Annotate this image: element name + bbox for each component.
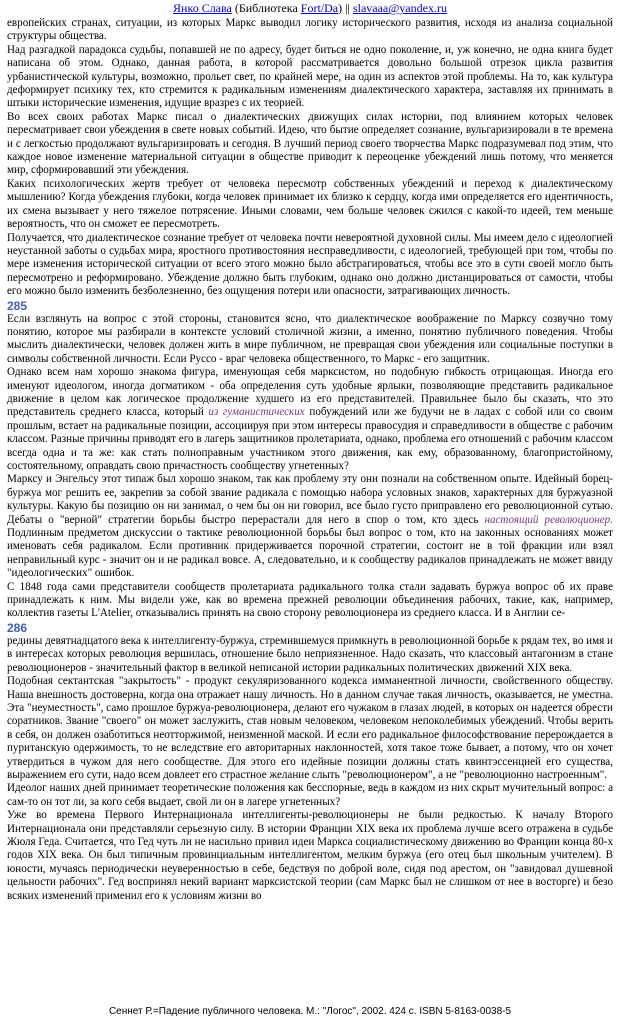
library-prefix: (Библиотека xyxy=(231,1,301,15)
paragraph-5: Получается, что диалектическое сознание требует от человека почти невероятной духовной силы. Мы имеем дело с идеологией неустанной заботы о судьбах мира, яростного противостояния несправедливости, с идеологией, требующей при том, чтобы по мере изменения исторической ситуации от всего этого можно было абстрагироваться, чтобы все это в сути своей могло быть пересмотрено и реформировано. Убеждение должно быть глубоким, однако оно должно дистанцироваться от самости, чтобы его можно было изменить безболезненно, без ощущения потери или опасности, затрагивающих личность. xyxy=(7,231,613,298)
page-footer: Сеннет Р.=Падение публичного человека. М.: "Логос", 2002. 424 с. ISBN 5-8163-0038-5 xyxy=(108,1006,512,1017)
paragraph-1: европейских странах, ситуации, из которых Маркс выводил логику исторического развития, исходя из анализа социальной структуры общества. xyxy=(7,17,613,43)
paragraph-marx-engels-start: Марксу и Энгельсу этот типаж был хорошо знаком, так как проблему эту они познали на собственном опыте. Идейный борец-буржуа мог решить ее, закрепив за собой звание радикала с помощью набора условных знаков, характерных для буржуазной культуры. Какую бы позицию он ни занимал, о чем бы он ни говорил, все было густо приправлено его революционной сутью. Дебаты о "верной" стратегии борьбы быстро перерастали для него в спор о том, кто здесь xyxy=(7,473,613,526)
paragraph-10: Уже во времена Первого Интернационала интеллигенты-революционеры не были редкостью. К началу Второго Интернационала они представляли серьезную силу. В истории Франции XIX века их проблема лучше всего отражена в судьбе Жюля Геда. Считается, что Гед чуть ли не насильно привил идеи Маркса социалистическому движению во Франции конца 80-х годов XIX века. Он был типичным провинциальным интеллигентом, мелким буржуа (его отец был школьным учителем). В юности, мучаясь периодически неуверенностью в себе, бедствуя по доброй воле, сидя под арестом, он "завидовал душевной цельности рабочих". Гед воспринял некий вариант марксистской теории (сам Маркс был не слишком от нее в восторге) и безо всяких изменений применил его к условиям жизни во xyxy=(7,809,613,902)
author-link[interactable]: Янко Слава xyxy=(173,1,232,15)
paragraph-marx-engels xyxy=(7,473,613,580)
paragraph-8: Подобная сектантская "закрытость" - продукт секуляризованного кодекса имманентной личности, свойственного обществу. Наша внешность достоверна, когда она отражает нашу личность. Но в данном случае такая личность, оказывается, не уместна. Эта "неуместность", само прошлое буржуа-революционера, делают его чужаком в глазах людей, в которых он надеется обрести соратников. Звание "своего" он может заслужить, став новым человеком, человеком непоколебимых убеждений. Чтобы верить в себя, он должен озаботиться неотторжимой, неизменной маской. И если его радикальное философствование перерождается в пуританскую одержимость, то не вследствие его авторитарных наклонностей, хотя такое тоже бывает, а потому, что он хочет утвердиться в чужом для него сообществе. Для этого его идейные позиции должны стать квинтэссенцией его существа, выражением его сути, надо всем довлеет его страстное желание слыть "революционером", а не "революционно настроенным". xyxy=(7,675,613,781)
paragraph-bourgeois-start: Однако всем нам хорошо знакома фигура, именующая себя марксистом, но подобную гибкость отрицающая. Иногда его именуют идеологом, иногда догматиком - оба определения суть удобные ярлыки, позволяющие представить радикальное движение в целом как логическое продолжение худшего из его представителей. Правильнее было бы сказать, что это представитель среднего класса, который xyxy=(7,366,613,419)
paragraph-4: Каких психологических жертв требует от человека пересмотр собственных убеждений и переход к диалектическому мышлению? Когда убеждения глубоки, когда человек принимает их близко к сердцу, когда ими определяется его идентичность, их смена вызывает у него тяжелое потрясение. Иными словами, чем больше человек сжился с какой-то идеей, тем меньше вероятность, что он сможет ее пересмотреть. xyxy=(7,177,613,231)
library-suffix: ) || xyxy=(338,1,353,15)
library-link[interactable]: Fort/Da xyxy=(300,1,339,15)
paragraph-1848: С 1848 года сами представители сообществ пролетариата радикального толка стали задавать буржуа вопрос об их праве принадлежать к ним. Мы видели уже, как во времена прежней революции объединения рабочих, такие, как, например, коллектив газеты L'Atelier, отказывались принять на свою сторону революционера из среднего класса. И в Англии се- xyxy=(7,580,613,620)
paragraph-6: Если взглянуть на вопрос с этой стороны, становится ясно, что диалектическое воображение по Марксу созвучно тому понятию, которое мы разбирали в контексте условий столичной жизни, а именно, понятию публичного поведения. Чтобы мыслить диалектически, человек должен жить в мире публичном, не превращая свои убеждения или социальные поступки в символы собственной личности. Если Руссо - враг человека общественного, то Маркс - его защитник. xyxy=(7,312,613,365)
emphasis-humanistic: из гуманистических xyxy=(208,406,305,419)
paragraph-bourgeois-end: побуждений или же будучи не в ладах с собой или со своим прошлым, встает на радикальные позиции, ассоциируя при этом интересы правосудия и справедливости в обществе с рабочим классом. Разные причины приводят его в лагерь защитников пролетариата, однако, проблема его отношений с рабочим классом всегда одна и та же: как стать полноправным участником этого движения, как ему, образованному, благопристойному, состоятельному, оправдать свою причастность сообществу угнетенных? xyxy=(7,406,613,472)
paragraph-3: Во всех своих работах Маркс писал о диалектических движущих силах истории, под влиянием которых человек пересматривает свои убеждения в свете новых событий. Идею, что бытие определяет сознание, вульгаризировали в те времена и с легкостью продолжают вульгаризировать и сегодня. В лучший период своего творчества Маркс подразумевал под этим, что каждое новое изменение материальной ситуации в обществе приводит к переоценке убеждений лишь потому, что меняется мир, сформировавший эти убеждения. xyxy=(7,110,613,177)
emphasis-true-revolutionary: настоящий революционер. xyxy=(484,513,613,526)
paragraph-bourgeois xyxy=(7,366,613,473)
page-number-286: 286 xyxy=(7,620,28,635)
paragraph-9: Идеолог наших дней принимает теоретические положения как бесспорные, ведь в каждом из них скрыт мучительный вопрос: а сам-то он тот ли, за кого себя выдает, свой ли он в лагере угнетенных? xyxy=(7,782,613,808)
email-link[interactable]: slavaaa@yandex.ru xyxy=(352,1,447,15)
paragraph-2: Над разгадкой парадокса судьбы, попавшей не по адресу, будет биться не одно поколение, и, уж конечно, не одна книга будет написана об этом. Однако, данная работа, в которой рассматривается довольно большой отрезок цикла развития урбанистической культуры, возможно, прольет свет, по крайней мере, на один из аспектов этой проблемы. На то, как культура деформирует психику тех, кто стремится к радикальным изменениям диалектического характера, заставляя их принимать в штыки исторические изменения, идущие вразрез с их теорией. xyxy=(7,43,613,110)
page-header xyxy=(7,1,613,17)
document-body xyxy=(7,17,613,903)
page-number-285: 285 xyxy=(7,298,28,313)
paragraph-7: редины девятнадцатого века к интеллигенту-буржуа, стремившемуся примкнуть в революционной борьбе к рядам тех, во имя и в интересах которых революция вершилась, отношение было неприязненное. Надо сказать, что классовый антагонизм в стане революционеров - значительный фактор в великой неписаной истории радикальных политических движений XIX века. xyxy=(7,634,613,674)
paragraph-marx-engels-end: Подлинным предметом дискуссии о тактике революционной борьбы был вопрос о том, кто на законных основаниях может именовать себя радикалом. Если противник придерживается порочной стратегии, состоит не в той фракции или взял неправильный курс - значит он и не радикал вовсе. А, следовательно, и к сообществу радикалов принадлежать не может ввиду "идеологических" ошибок. xyxy=(7,527,613,580)
